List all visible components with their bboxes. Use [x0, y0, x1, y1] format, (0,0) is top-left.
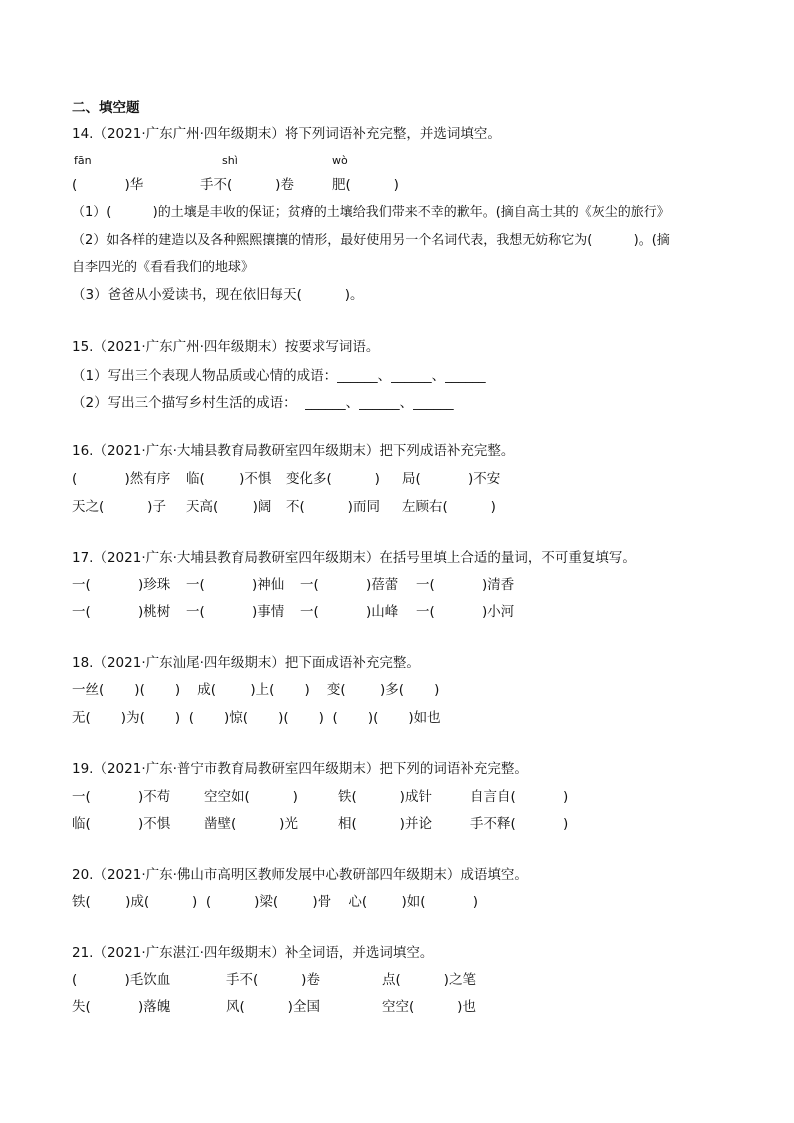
q16-row1-item: 临( )不惧 [186, 471, 272, 487]
q19-row1-item: 铁( )成针 [338, 789, 432, 805]
q16-header: 16.（2021·广东·大埔县教育局教研室四年级期末）把下列成语补充完整。 [72, 443, 515, 459]
q15-sentence-1: （1）写出三个表现人物品质或心情的成语：______、______、______ [72, 368, 486, 384]
q16-row2-item: 左顾右( ) [402, 499, 496, 515]
q17-row2-item: 一( )桃树 [72, 604, 171, 620]
q19-row2-item: 手不释( ) [470, 816, 569, 832]
q18-header: 18.（2021·广东汕尾·四年级期末）把下面成语补充完整。 [72, 655, 420, 671]
q17-row2-item: 一( )事情 [186, 604, 285, 620]
q17-row2-item: 一( )山峰 [300, 604, 399, 620]
q18-row-2: 无( )为( ) ( )惊( )( ) ( )( )如也 [72, 710, 441, 726]
q14-word-3: 肥( ) [332, 177, 399, 193]
section-title: 二、填空题 [72, 100, 140, 116]
q16-row1-item: 变化多( ) [286, 471, 380, 487]
q20-row-1: 铁( )成( ) ( )梁( )骨 心( )如( ) [72, 894, 478, 910]
q19-row1-item: 一( )不苟 [72, 789, 171, 805]
q16-row2-item: 不( )而同 [286, 499, 380, 515]
q17-row1-item: 一( )珍珠 [72, 577, 171, 593]
q19-row2-item: 临( )不惧 [72, 816, 171, 832]
q21-row2-item: 失( )落魄 [72, 999, 171, 1015]
q15-header: 15.（2021·广东广州·四年级期末）按要求写词语。 [72, 339, 380, 355]
q15-sentence-2: （2）写出三个描写乡村生活的成语： ______、______、______ [72, 395, 454, 411]
q19-row2-item: 凿壁( )光 [204, 816, 298, 832]
q17-row1-item: 一( )蓓蕾 [300, 577, 399, 593]
q19-row1-item: 空空如( ) [204, 789, 298, 805]
q14-sentence-2a: （2）如各样的建造以及各种熙熙攘攘的情形，最好使用另一个名词代表，我想无妨称它为( )。(摘 [72, 233, 670, 248]
q21-row1-item: 手不( )卷 [226, 972, 320, 988]
q19-row2-item: 相( )并论 [338, 816, 432, 832]
q14-sentence-3: （3）爸爸从小爱读书，现在依旧每天( )。 [72, 287, 364, 303]
q19-row1-item: 自言自( ) [470, 789, 569, 805]
q17-row1-item: 一( )清香 [416, 577, 515, 593]
q21-row2-item: 风( )全国 [226, 999, 320, 1015]
q14-word-1: ( )华 [72, 177, 144, 193]
q19-header: 19.（2021·广东·普宁市教育局教研室四年级期末）把下列的词语补充完整。 [72, 761, 528, 777]
q17-row2-item: 一( )小河 [416, 604, 515, 620]
q20-header: 20.（2021·广东·佛山市高明区教师发展中心教研部四年级期末）成语填空。 [72, 867, 528, 883]
q14-pinyin-3: wò [332, 154, 348, 167]
q21-header: 21.（2021·广东湛江·四年级期末）补全词语，并选词填空。 [72, 945, 434, 961]
q17-row1-item: 一( )神仙 [186, 577, 285, 593]
q14-sentence-1: （1）( )的土壤是丰收的保证；贫瘠的土壤给我们带来不幸的歉年。(摘自高士其的《灰尘的旅行》 [72, 205, 670, 220]
q21-row1-item: 点( )之笔 [382, 972, 476, 988]
q14-word-2: 手不( )卷 [200, 177, 294, 193]
q21-row2-item: 空空( )也 [382, 999, 476, 1015]
q16-row2-item: 天高( )阔 [186, 499, 272, 515]
q16-row2-item: 天之( )子 [72, 499, 166, 515]
q14-sentence-2b: 自李四光的《看看我们的地球》 [72, 260, 255, 275]
q18-row-1: 一丝( )( ) 成( )上( ) 变( )多( ) [72, 682, 440, 698]
q14-header: 14.（2021·广东广州·四年级期末）将下列词语补充完整，并选词填空。 [72, 126, 501, 142]
q14-pinyin-1: fān [74, 154, 92, 167]
q16-row1-item: ( )然有序 [72, 471, 171, 487]
q16-row1-item: 局( )不安 [402, 471, 501, 487]
q17-header: 17.（2021·广东·大埔县教育局教研室四年级期末）在括号里填上合适的量词，不可重复填写。 [72, 550, 636, 566]
q14-pinyin-2: shì [222, 154, 238, 167]
q21-row1-item: ( )毛饮血 [72, 972, 171, 988]
